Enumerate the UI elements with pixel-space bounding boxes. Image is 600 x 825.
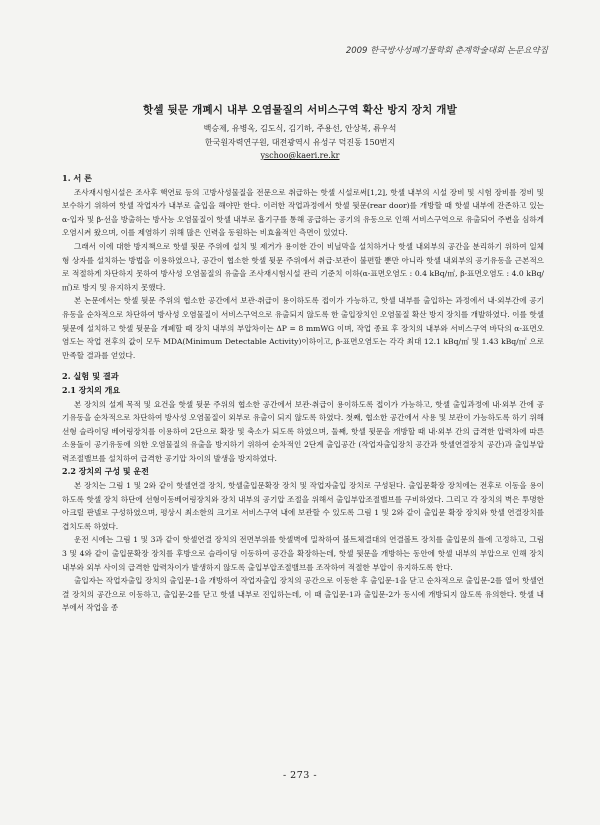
page-number: - 273 - — [282, 770, 318, 781]
intro-paragraph-3: 본 논문에서는 핫셀 뒷문 주위의 협소한 공간에서 보관·취급이 용이하도록 접이가 가능하고, 핫셀 내부를 출입하는 과정에서 내·외부간에 공기유동을 순차적으로 차단하여 방사성 오염물질이 서비스구역으로 유출되지 않도록 한 출입장치인 오염물질 확산 방지 장치를 개발하였다. 이를 핫셀 뒷문에 설치하고 핫셀 뒷문을 개폐할 때 장치 내부의 부압차이는 ΔP = 8 mmWG 이며, 작업 종료 후 장치의 내부와 서비스구역 바닥의 α-표면오염도는 작업 전후의 값이 모두 MDA(Minimum Detectable Activity)이하이고, β-표면오염도는 각각 최대 12.1 kBq/㎡ 및 1.43 kBq/㎡ 으로 만족할 결과를 얻었다. — [62, 296, 544, 360]
operation-paragraph-2: 운전 시에는 그림 1 및 3과 같이 핫셀연결 장치의 전면부위를 핫셀벽에 밀착하여 볼트체결대의 연결볼트 장치를 출입문의 틀에 고정하고, 그림 3 및 4와 같이 출입문확장 장치를 후방으로 슬라이딩 이동하여 공간을 확장하는데, 핫셀 뒷문을 개방하는 동안에 핫셀 내부의 부압으로 인해 장치 내부와 외부 사이의 급격한 압력차이가 발생하지 않도록 출입부압조절밸브를 조작하여 적절한 부압이 유지하도록 한다. — [62, 535, 544, 572]
paper-title: 핫셀 뒷문 개폐시 내부 오염물질의 서비스구역 확산 방지 장치 개발 — [143, 104, 457, 116]
intro-paragraph-1: 조사재시험시설은 조사후 핵연료 등의 고방사성물질을 전문으로 취급하는 핫셀 시설로써[1,2], 핫셀 내부의 시설 장비 및 시험 장비를 정비 및 보수하기 위하여 핫셀 작업자가 내부로 출입을 해야만 한다. 이러한 작업과정에서 핫셀 뒷문(rear door)를 개방할 때 핫셀 내부에 잔존하고 있는 α-입자 및 β-선을 방출하는 방사능 오염물질이 핫셀 내부로 흡기구를 통해 공급하는 공기의 유동으로 인해 서비스구역으로 유출되어 주변을 심하게 오염시켜 왔으며, 이를 제염하기 위해 많은 인력을 동원하는 비효율적인 측면이 있었다. — [62, 187, 544, 238]
section-heading-results: 2. 실험 및 결과 — [62, 371, 119, 382]
overview-paragraph-1: 본 장치의 설계 목적 및 요건을 핫셀 뒷문 주위의 협소한 공간에서 보관·취급이 용이하도록 접이가 가능하고, 핫셀 출입과정에 내·외부 간에 공기유동을 순차적으로 차단하여 방사성 오염물질이 외부로 유출이 되지 않도록 하였다. 첫째, 협소한 공간에서 사용 및 보관이 가능하도록 하기 위해 선형 슬라이딩 베어링장치를 이용하여 2단으로 확장 및 축소가 되도록 하였으며, 둘째, 핫셀 뒷문을 개방할 때 내·외부 간의 급격한 압력차에 따른 소용돌이 공기유동에 의한 오염물질의 유출을 방지하기 위하여 순차적인 2단계 출입공간 (작업자출입장치 공간과 핫셀연결장치 공간)과 출입부압력조절밸브를 설치하여 급격한 공기압 차이의 발생을 방지하였다. — [62, 399, 544, 463]
intro-paragraph-2: 그래서 이에 대한 방지책으로 핫셀 뒷문 주위에 설치 및 제거가 용이한 간이 비닐막을 설치하거나 핫셀 내외부의 공간을 분리하기 위하여 일체형 상자를 설치하는 방법을 이용하였으나, 공간이 협소한 핫셀 뒷문 주위에서 취급·보관이 불편할 뿐만 아니라 핫셀 내외부의 공기유동을 근본적으로 적절하게 차단하지 못하여 방사성 오염물질의 유출을 조사재시험시설 관리 기준치 이하(α-표면오염도 : 0.4 kBq/㎡, β-표면오염도 : 4.0 kBq/㎡)로 방지 및 유지하지 못했다. — [62, 241, 544, 292]
subsection-heading-operation: 2.2 장치의 구성 및 운전 — [62, 466, 149, 477]
author-list: 백승제, 유병옥, 김도식, 김기하, 주용선, 안상복, 류우석 — [203, 124, 397, 133]
operation-paragraph-1: 본 장치는 그림 1 및 2와 같이 핫셀연결 장치, 핫셀출입문확장 장치 및 작업자출입 장치로 구성된다. 출입문확장 장치에는 전후로 이동을 용이하도록 핫셀 장치 하단에 선형이동베어링장치와 장치 내부의 공기압 조절을 위해서 출입부압조절밸브를 구비하였다. 그리고 각 장치의 벽은 투명한 아크릴 판넬로 구성하였으며, 평상시 최소한의 크기로 서비스구역 내에 보관할 수 있도록 그림 1 및 2와 같이 출입문 확장 장치와 핫셀 연결장치를 겹치도록 하였다. — [62, 481, 544, 531]
paper-body — [62, 172, 544, 615]
operation-paragraph-3: 출입자는 작업자출입 장치의 출입문-1을 개방하여 작업자출입 장치의 공간으로 이동한 후 출입문-1을 닫고 순차적으로 출입문-2를 열어 핫셀연결 장치의 공간으로 이동하고, 출입문-2를 닫고 핫셀 내부로 진입하는데, 이 때 출입문-1과 출입문-2가 동시에 개방되지 않도록 유의한다. 핫셀 내부에서 작업을 종 — [62, 576, 544, 613]
subsection-heading-overview: 2.1 장치의 개요 — [62, 384, 121, 395]
affiliation: 한국원자력연구원, 대전광역시 유성구 덕진동 150번지 — [204, 138, 396, 147]
contact-email[interactable]: yschoo@kaeri.re.kr — [260, 151, 340, 160]
section-heading-intro: 1. 서 론 — [62, 173, 93, 183]
running-head: 2009 한국방사성폐기물학회 춘계학술대회 논문요약집 — [345, 46, 548, 56]
section-gap — [62, 362, 544, 370]
